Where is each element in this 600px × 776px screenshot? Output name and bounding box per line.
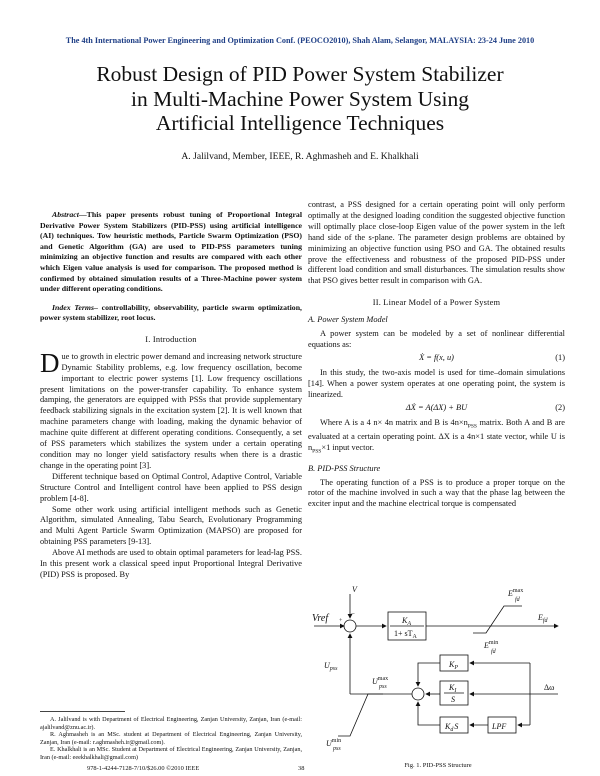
author-list: A. Jalilvand, Member, IEEE, R. Aghmasheh and E. Khalkhali [181, 151, 419, 162]
efd-max-sup: max [512, 588, 524, 594]
kd-label [444, 722, 458, 733]
efd-min-label [483, 640, 498, 655]
isbn: 978-1-4244-7128-7/10/$26.00 ©2010 IEEE [87, 765, 200, 772]
ki-s-label: S [451, 695, 455, 704]
efd-sub: fd [542, 618, 548, 624]
upss-min-sup: min [331, 738, 342, 744]
kd-text: K [445, 722, 451, 731]
upss-sub: pss [329, 666, 338, 672]
upss-text: U [324, 661, 330, 670]
eq2-sub-a: PSS [467, 423, 477, 430]
figure-caption: Fig. 1. PID-PSS Structure [404, 762, 472, 769]
index-terms-label: Index Terms [52, 302, 94, 312]
index-terms-text: – controllability, observability, particle swarm optimization, power system stabilizer, root locus. [40, 302, 302, 323]
upss-max-text: U [372, 677, 378, 686]
right-column [308, 200, 565, 510]
eq2-text-a: Where A is a 4 n× 4n matrix and B is 4n×n [320, 417, 468, 427]
kp-output-line [418, 663, 440, 686]
upss-min-sub: pss [333, 746, 341, 752]
sum-junction-1 [344, 620, 356, 632]
equation-2 [308, 403, 565, 416]
v-label: V [352, 585, 357, 594]
equation-2-number: (2) [555, 402, 565, 412]
equation-1-number: (1) [555, 352, 565, 362]
equation-1-formula: Ẋ = f(x, u) [419, 352, 454, 362]
title-line-3: Artificial Intelligence Techniques [155, 111, 445, 135]
eq2-sub-b: PSS [312, 448, 322, 455]
upss-limiter-shape [338, 694, 383, 736]
intro-paragraph-4: Above AI methods are used to obtain optimal parameters for lead-lag PSS. In this present work a classical speed input Proportional Integral Derivative (PID) PSS is proposed. By [40, 548, 302, 579]
ta-den-text: 1+ sT [394, 629, 413, 638]
abstract-text: —This paper presents robust tuning of Proportional Integral Derivative Power System Stabilizers (PID-PSS) using artificial intelligence (AI) techniques. Tow heuristic methods, Particle Swarm Optimization (PSO) and Genetic Algorithm (GA) are used to PID-PSS parameters tuning minimizing an objective function and results are compared with each other which Eigen value analysis is used for comparison. The proposed method is confirmed by obtained simulation results of a Three-Machine power system under different operating conditions. [40, 210, 302, 294]
conference-header: The 4th International Power Engineering and Optimization Conf. (PEOCO2010), Shah Alam, Selangor, MALAYSIA: 23-24 June 2010 [65, 36, 535, 45]
footnote-2: R. Aghmasheh is an MSc. student at Department of Electrical Engineering, Zanjan University, Zanjan, Iran (e-mail: r.aghmasheh.ir@gmail.com). [40, 731, 302, 746]
footnote-rule [40, 711, 125, 712]
footnotes [40, 716, 302, 762]
intro-p1-text: ue to growth in electric power demand and increasing network structure Dynamic Stability problems, e.g. low frequency oscillation, become important to electric power systems [1]. Low frequency oscillations present limitations on the power-transfer capability. To enhance system damping, the generators are equipped with PSSs that provide supplementary feedback stabilizing signals in the excitation system [2]. It is well known that machine parameters change with loading, making the dynamic behavior of machine quite different at different operating conditions. Consequently, a set of PSS parameters which stabilizes the system under a certain operating condition may no longer yield satisfactory results when there is a drastic change in the operating point [3]. [40, 351, 302, 470]
efd-min-sup: min [488, 640, 499, 646]
equation-2-formula: ΔẊ = A(ΔX) + BU [405, 402, 468, 412]
title-line-1: Robust Design of PID Power System Stabilizer [96, 62, 504, 86]
subsection-b-heading: B. PID-PSS Structure [308, 463, 381, 473]
kp-sub: P [454, 665, 459, 671]
section-heading-introduction: I. Introduction [145, 334, 197, 344]
kp-label [448, 660, 458, 671]
upss-label [324, 661, 338, 672]
ki-text: K [449, 683, 455, 692]
left-column [40, 210, 302, 581]
sum-junction-2 [412, 688, 424, 700]
equation-2-text [308, 418, 565, 458]
abstract [40, 210, 302, 295]
efd-limiter-shape [473, 606, 522, 633]
footnote-3: E. Khalkhali is an MSc. Student at Department of Electrical Engineering, Zanjan University, Zanjan, Iran (e-mail: eeekhalkhali@gmail.com) [40, 746, 302, 761]
efd-max-label [507, 588, 523, 603]
title-line-2: in Multi-Machine Power System Using [130, 86, 469, 111]
kd-output-line [418, 702, 440, 725]
sum1-plus: + [339, 618, 343, 624]
efd-text: E [538, 613, 543, 622]
index-terms [40, 303, 302, 324]
ka-text: K [402, 616, 408, 625]
sum1-minus: − [351, 610, 355, 618]
pid-pss-diagram [308, 576, 568, 756]
ka-label [401, 616, 411, 627]
intro-paragraph-1 [40, 347, 302, 472]
footnote-1: A. Jalilvand is with Department of Electrical Engineering, Zanjan University, Zanjan, Iran (e-mail: ajalilvand@znu.ac.ir). [40, 716, 302, 731]
upss-max-label [372, 676, 388, 690]
kp-text: K [449, 660, 455, 669]
efd-max-sub: fd [515, 597, 520, 603]
ka-denominator [394, 629, 418, 640]
efd-min-text: E [484, 641, 489, 650]
kd-s: S [454, 722, 459, 731]
drop-cap: D [40, 347, 60, 378]
paper-title [40, 62, 560, 136]
ki-label [448, 683, 457, 694]
section-heading-linear-model: II. Linear Model of a Power System [372, 298, 501, 308]
efd-max-text: E [508, 589, 513, 598]
equation-1 [308, 353, 565, 366]
upss-min-label [326, 738, 341, 752]
lpf-label: LPF [492, 722, 507, 731]
ka-sub: A [407, 621, 412, 627]
page-number: 38 [298, 765, 305, 772]
upss-max-sub: pss [379, 684, 387, 690]
efd-label [537, 613, 549, 624]
efd-min-sub: fd [491, 649, 496, 655]
abstract-label: Abstract [52, 210, 79, 219]
intro-paragraph-3: Some other work using artificial intelligent methods such as Genetic Algorithm, simulated Annealing, Tabu Search, Evolutionary Programming and Multi Agent Particle Swarm Optimization (MAPSO) are proposed for obtaining PSS parameters [9-13]. [40, 504, 302, 547]
subsection-a-heading: A. Power System Model [308, 315, 388, 325]
dw-label: Δω [544, 683, 555, 692]
ki-sub: I [454, 688, 457, 694]
intro-paragraph-2: Different technique based on Optimal Control, Adaptive Control, Variable Structure Control and Intelligent control have been applied to PSS design problem [4-8]. [40, 471, 302, 503]
eq2-text-b: matrix. Both A and B are evaluated at a certain operating point. ΔX is a 4n×1 state vector, while U is n [308, 417, 565, 453]
upss-max-sup: max [377, 676, 389, 682]
ta-sub: A [412, 634, 417, 640]
upss-min-text: U [326, 739, 332, 748]
eq2-text-c: ×1 input vector. [321, 443, 375, 453]
kd-sub: d [450, 727, 454, 733]
vref-label: Vref [312, 613, 329, 624]
equation-text: In this study, the two-axis model is used for time–domain simulations [14]. When a power system operates at one operating point, the system is linearized. [308, 367, 565, 399]
right-paragraph-1: contrast, a PSS designed for a certain operating point will only perform optimally at the designed loading condition the suggested objective function will optimally place close-loop Eigen value of the power system in the left hand side of the s-plane. The parameter design problems are obtained by minimizing an objective function using PSO and GA. The obtained results prove the effectiveness and robustness of the proposed PID-PSS under different load condition and small disturbances. The simulation results show that PSO gives better result in comparison with GA. [308, 200, 565, 286]
subsection-a-text: A power system can be modeled by a set of nonlinear differential equations as: [308, 329, 565, 349]
subsection-b-text: The operating function of a PSS is to produce a proper torque on the rotor of the machine involved in such a way that the phase lag between the exciter input and the machine electrical torque is compensated [308, 477, 565, 509]
